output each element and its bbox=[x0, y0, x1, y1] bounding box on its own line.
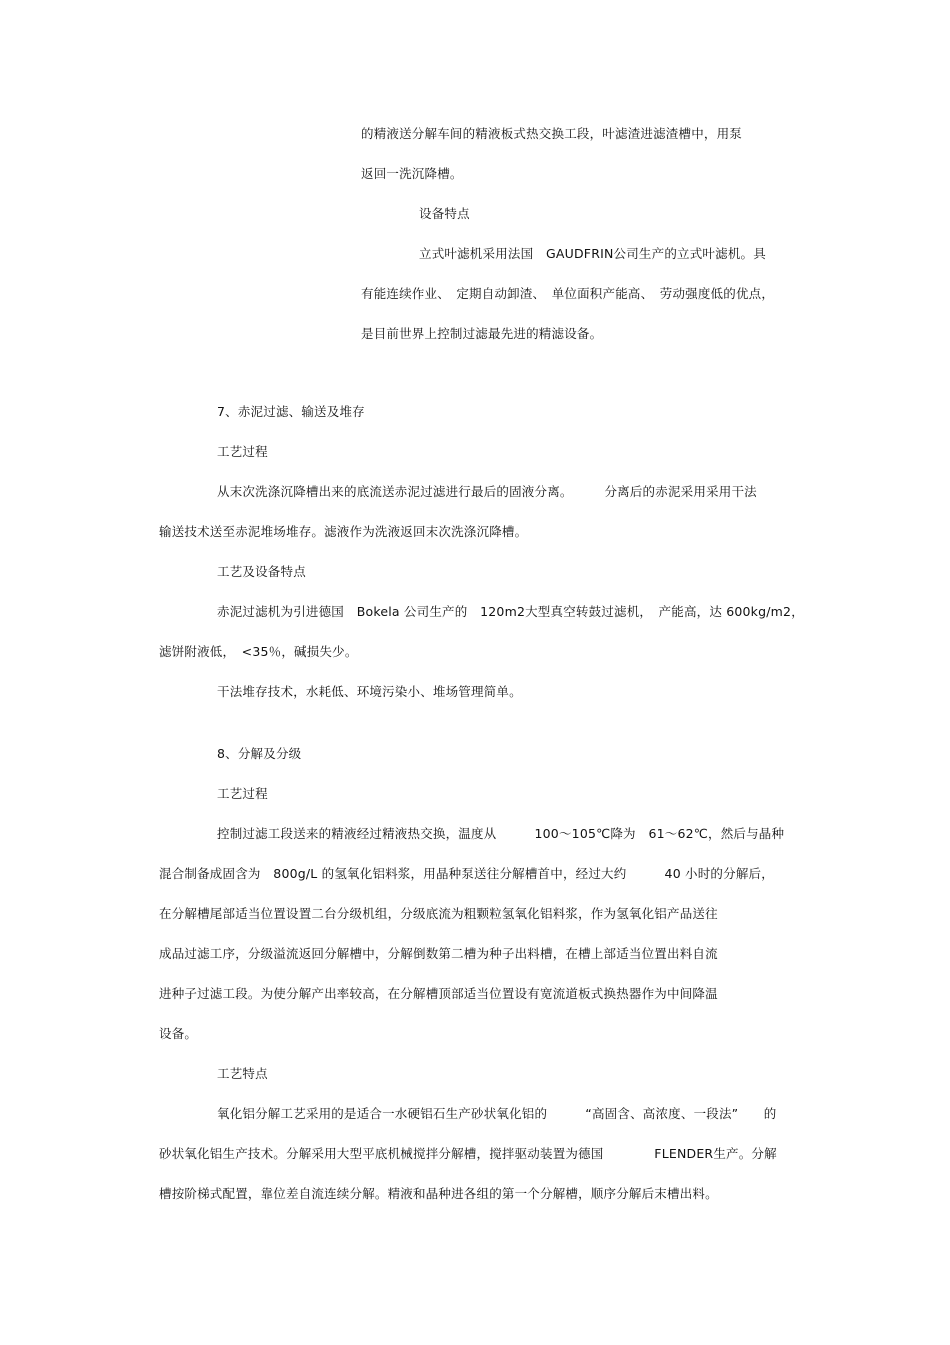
section-subheading: 工艺过程 bbox=[217, 444, 268, 459]
text-line: 砂状氧化铝生产技术。分解采用大型平底机械搅拌分解槽，搅拌驱动装置为德国 FLENDER生产。分解 bbox=[159, 1146, 777, 1161]
text-line: 滤饼附液低， <35％，碱损失少。 bbox=[159, 644, 358, 659]
text-line: 输送技术送至赤泥堆场堆存。滤液作为洗液返回末次洗涤沉降槽。 bbox=[159, 524, 528, 539]
text-line: 氧化铝分解工艺采用的是适合一水硬铝石生产砂状氧化铝的 “高固含、高浓度、一段法” 的 bbox=[217, 1106, 777, 1121]
section-subheading: 工艺过程 bbox=[217, 786, 268, 801]
text-line: 从末次洗涤沉降槽出来的底流送赤泥过滤进行最后的固液分离。 分离后的赤泥采用采用干法 bbox=[217, 484, 757, 499]
text-line: 设备。 bbox=[159, 1026, 198, 1041]
text-line: 赤泥过滤机为引进德国 Bokela 公司生产的 120m2大型真空转鼓过滤机， 产能高，达 600kg/m2， bbox=[217, 604, 804, 619]
text-line: 是目前世界上控制过滤最先进的精滤设备。 bbox=[361, 326, 603, 341]
text-line: 混合制备成固含为 800g/L 的氢氧化铝料浆，用晶种泵送往分解槽首中，经过大约 40 小时的分解后， bbox=[159, 866, 774, 881]
text-line: 有能连续作业、 定期自动卸渣、 单位面积产能高、 劳动强度低的优点， bbox=[361, 286, 775, 301]
section-subheading: 工艺特点 bbox=[217, 1066, 268, 1081]
section-heading: 8、分解及分级 bbox=[217, 746, 302, 761]
text-line: 成品过滤工序，分级溢流返回分解槽中，分解倒数第二槽为种子出料槽，在槽上部适当位置出料自流 bbox=[159, 946, 718, 961]
text-line: 在分解槽尾部适当位置设置二台分级机组，分级底流为粗颗粒氢氧化铝料浆，作为氢氧化铝产品送往 bbox=[159, 906, 718, 921]
text-line: 返回一洗沉降槽。 bbox=[361, 166, 463, 181]
section-subheading: 设备特点 bbox=[419, 206, 470, 221]
section-subheading: 工艺及设备特点 bbox=[217, 564, 306, 579]
text-line: 立式叶滤机采用法国 GAUDFRIN公司生产的立式叶滤机。具 bbox=[419, 246, 766, 261]
text-line: 控制过滤工段送来的精液经过精液热交换，温度从 100～105℃降为 61～62℃，然后与晶种 bbox=[217, 826, 785, 841]
text-line: 槽按阶梯式配置，靠位差自流连续分解。精液和晶种进各组的第一个分解槽，顺序分解后末槽出料。 bbox=[159, 1186, 718, 1201]
text-line: 干法堆存技术，水耗低、环境污染小、堆场管理简单。 bbox=[217, 684, 522, 699]
section-heading: 7、赤泥过滤、输送及堆存 bbox=[217, 404, 365, 419]
text-line: 的精液送分解车间的精液板式热交换工段，叶滤渣进滤渣槽中，用泵 bbox=[361, 126, 743, 141]
text-line: 进种子过滤工段。为使分解产出率较高，在分解槽顶部适当位置设有宽流道板式换热器作为中间降温 bbox=[159, 986, 718, 1001]
